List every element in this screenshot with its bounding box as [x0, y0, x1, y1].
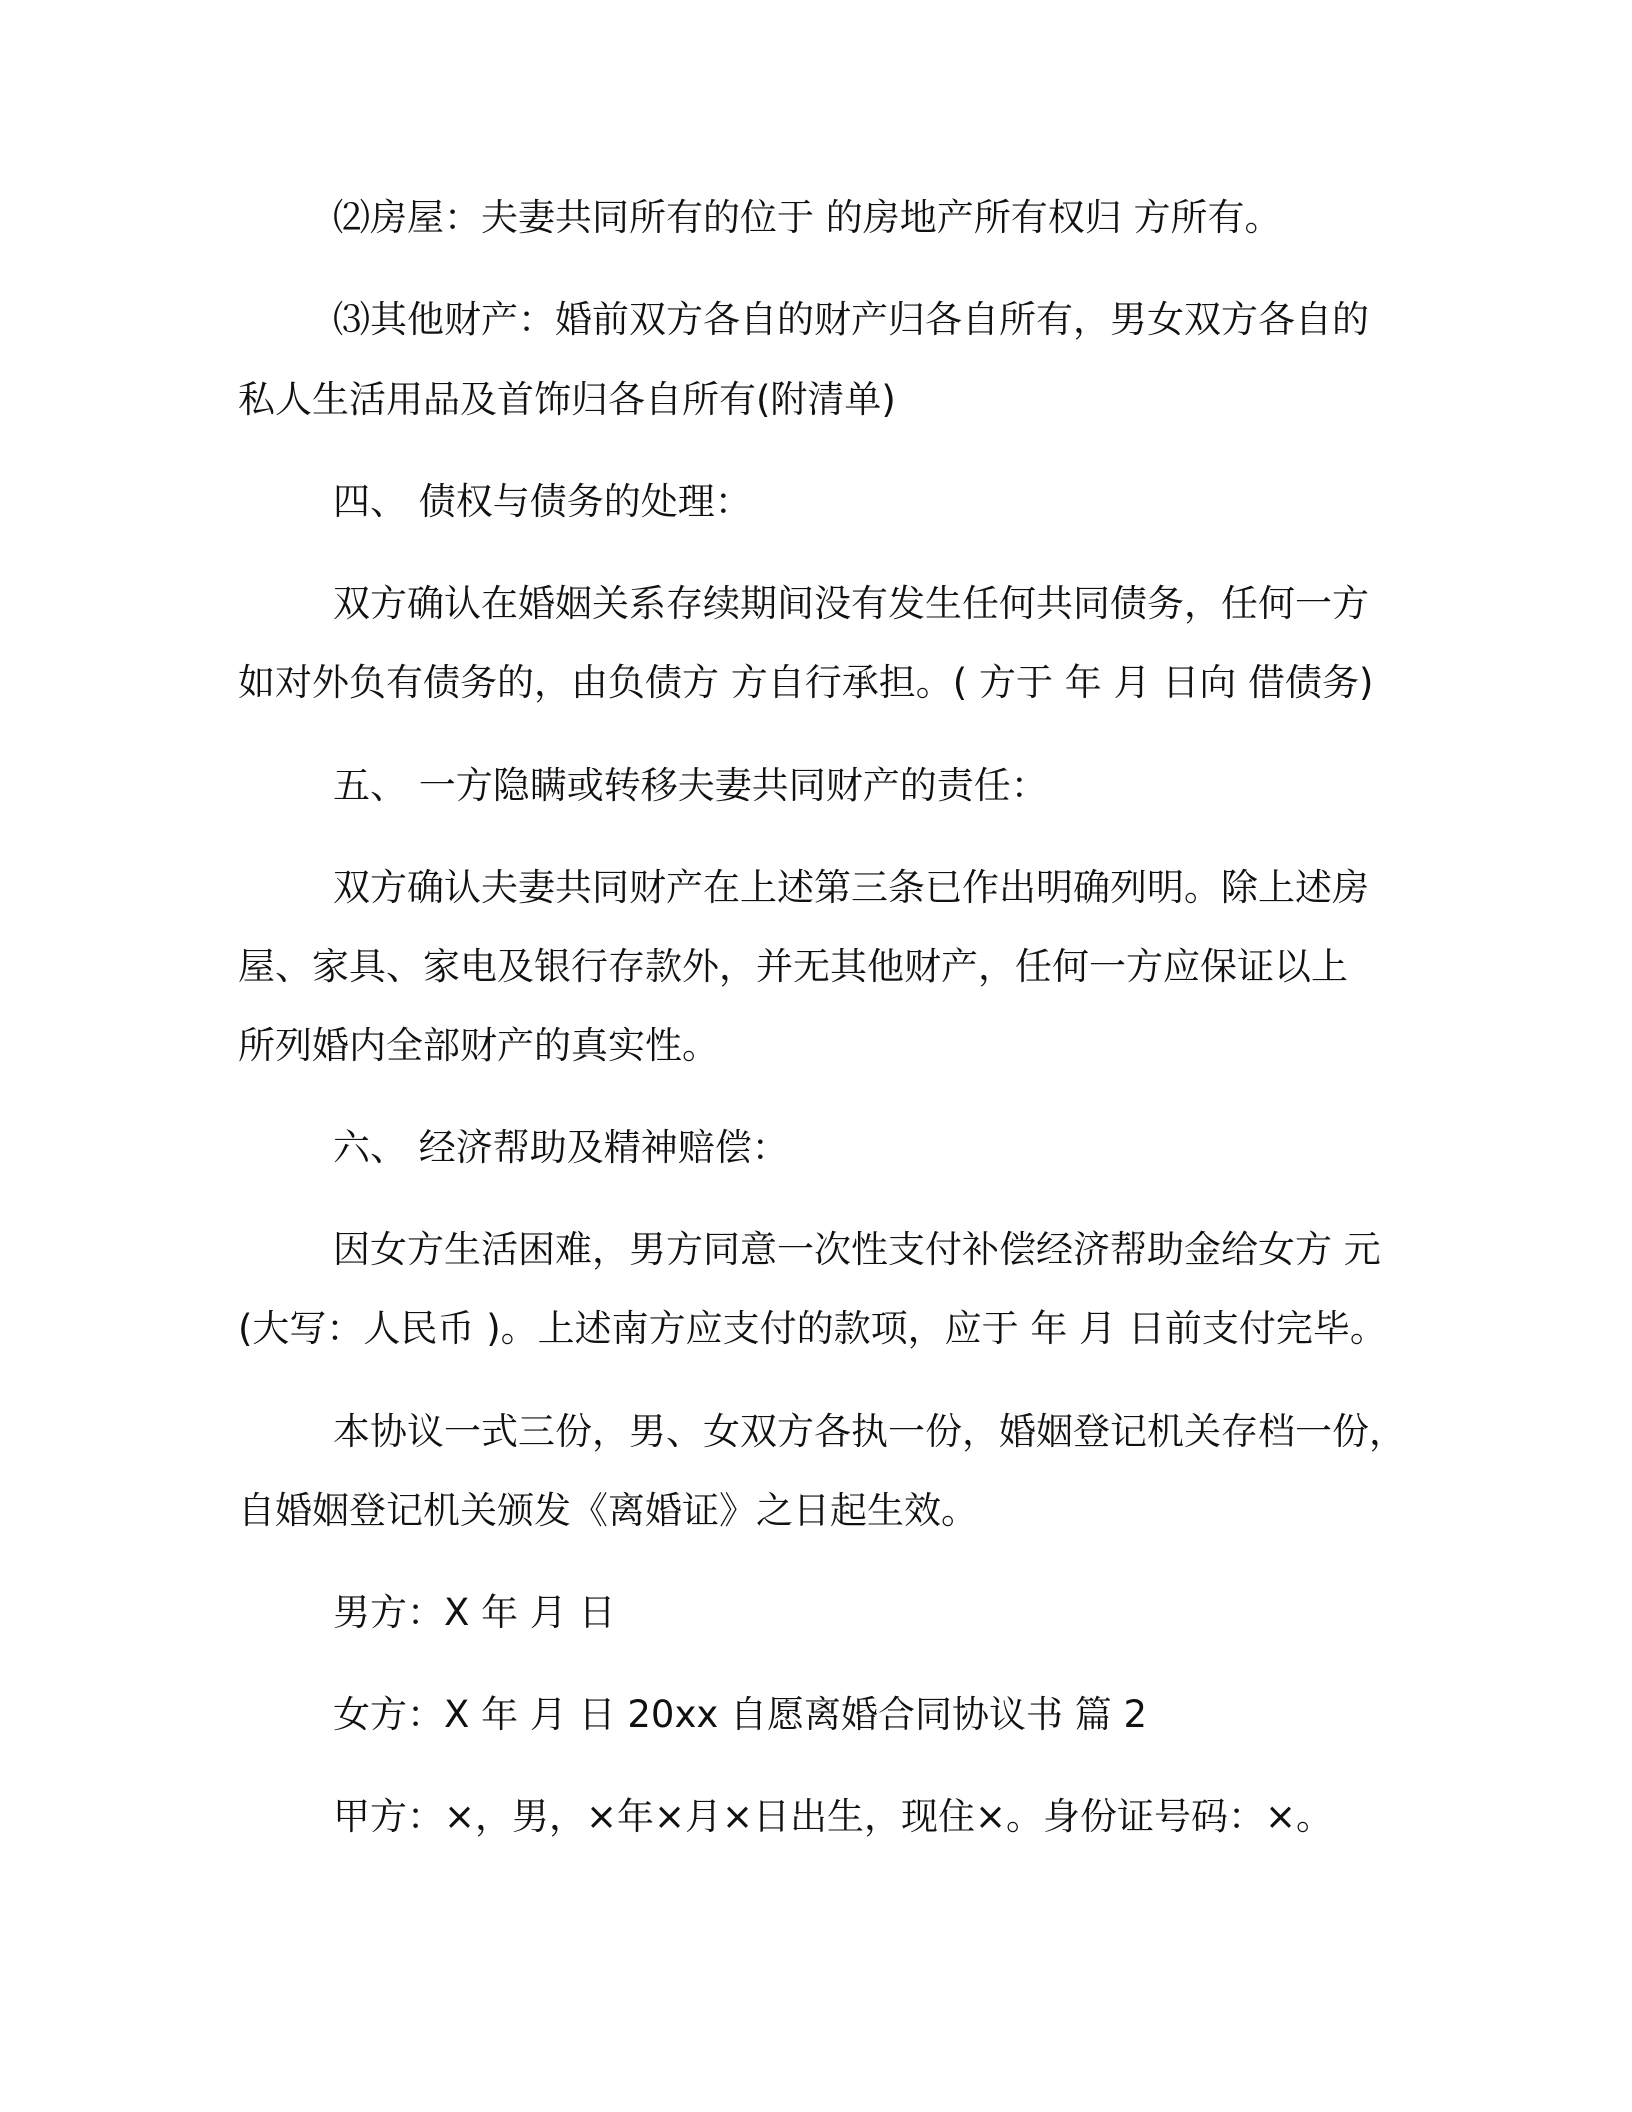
heading-concealment: 五、 一方隐瞒或转移夫妻共同财产的责任： [333, 764, 1048, 807]
signature-male: 男方：X 年 月 日 [333, 1591, 616, 1634]
debts-paragraph-cont: 如对外负有债务的，由负债方 方自行承担。( 方于 年 月 日向 借债务) [238, 661, 1374, 704]
clause-other-property-cont: 私人生活用品及首饰归各自所有(附清单) [238, 378, 896, 421]
compensation-paragraph: 因女方生活困难，男方同意一次性支付补偿经济帮助金给女方 元 [333, 1228, 1381, 1271]
compensation-paragraph-cont: (大写：人民币 )。上述南方应支付的款项，应于 年 月 日前支付完毕。 [238, 1307, 1387, 1350]
heading-debts: 四、 债权与债务的处理： [333, 480, 752, 523]
concealment-paragraph-cont-1: 屋、家具、家电及银行存款外，并无其他财产，任何一方应保证以上 [238, 945, 1348, 988]
concealment-paragraph: 双方确认夫妻共同财产在上述第三条已作出明确列明。除上述房 [333, 866, 1369, 909]
concealment-paragraph-cont-2: 所列婚内全部财产的真实性。 [238, 1024, 719, 1067]
signature-female: 女方：X 年 月 日 20xx 自愿离婚合同协议书 篇 2 [333, 1693, 1148, 1736]
heading-compensation: 六、 经济帮助及精神赔偿： [333, 1126, 789, 1169]
clause-house: ⑵房屋：夫妻共同所有的位于 的房地产所有权归 方所有。 [333, 196, 1282, 239]
copies-paragraph-cont: 自婚姻登记机关颁发《离婚证》之日起生效。 [238, 1489, 978, 1532]
debts-paragraph: 双方确认在婚姻关系存续期间没有发生任何共同债务，任何一方 [333, 582, 1369, 625]
copies-paragraph: 本协议一式三份，男、女双方各执一份，婚姻登记机关存档一份， [333, 1410, 1406, 1453]
clause-other-property: ⑶其他财产：婚前双方各自的财产归各自所有，男女双方各自的 [333, 298, 1369, 341]
party-a-info: 甲方：×，男，×年×月×日出生，现住×。身份证号码：×。 [333, 1795, 1334, 1838]
